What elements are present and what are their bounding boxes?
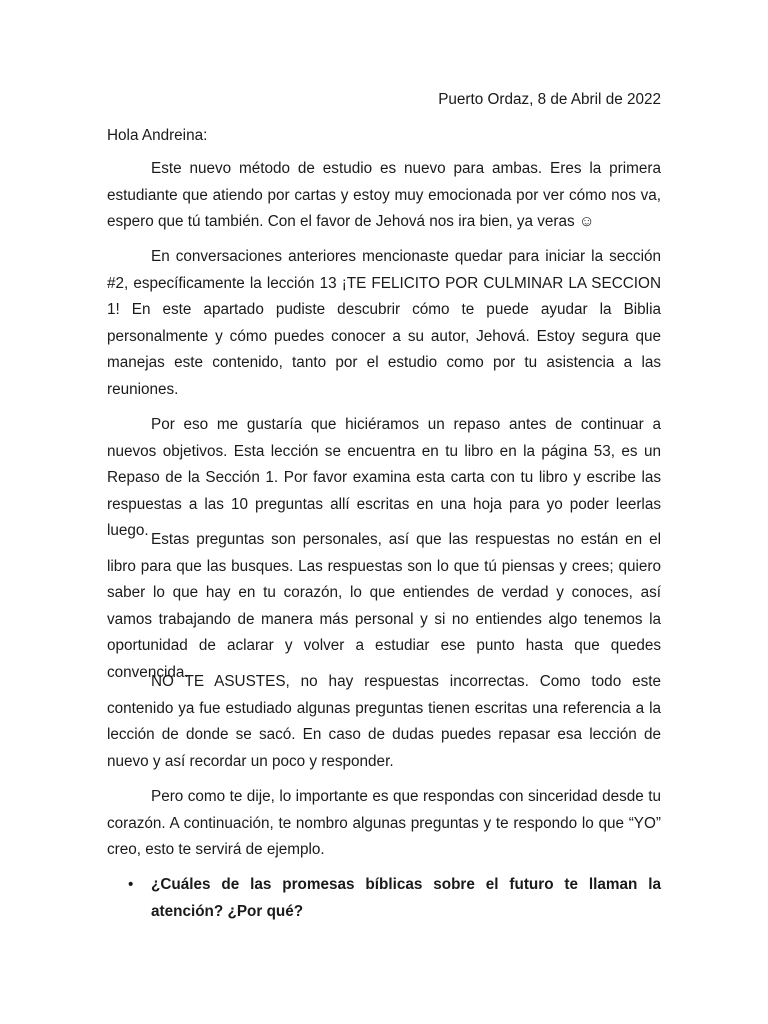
paragraph-intro: Este nuevo método de estudio es nuevo para ambas. Eres la primera estudiante que atiendo por cartas y estoy muy emocionada por ver cómo nos va, espero que tú también. Con el favor de Jehová nos ira bien, ya veras ☺ bbox=[107, 160, 661, 230]
question-item bbox=[107, 872, 661, 925]
paragraph-personal-answers: Estas preguntas son personales, así que las respuestas no están en el libro para que las busques. Las respuestas son lo que tú piensas y crees; quiero saber lo que hay en tu corazón, lo que entiendes de verdad y conoces, así vamos trabajando de manera más personal y si no entiendes algo tenemos la oportunidad de aclarar y volver a estudiar ese punto hasta que quedes convencida. bbox=[107, 531, 661, 681]
question-list bbox=[107, 872, 661, 925]
question-text: ¿Cuáles de las promesas bíblicas sobre el futuro te llaman la atención? ¿Por qué? bbox=[151, 876, 661, 920]
greeting: Hola Andreina: bbox=[107, 127, 208, 144]
paragraph-section-two: En conversaciones anteriores mencionaste quedar para iniciar la sección #2, específicamente la lección 13 ¡TE FELICITO POR CULMINAR LA SECCION 1! En este apartado pudiste descubrir cómo te puede ayudar la Biblia personalmente y cómo puedes conocer a su autor, Jehová. Estoy segura que manejas este contenido, tanto por el estudio como por tu asistencia a las reuniones. bbox=[107, 248, 661, 398]
bullet-icon: • bbox=[128, 876, 134, 893]
date-line: Puerto Ordaz, 8 de Abril de 2022 bbox=[438, 91, 661, 108]
paragraph-no-wrong-answers: NO TE ASUSTES, no hay respuestas incorrectas. Como todo este contenido ya fue estudiado algunas preguntas tienen escritas una referencia a la lección de donde se sacó. En caso de dudas puedes repasar esa lección de nuevo y así recordar un poco y responder. bbox=[107, 673, 661, 770]
paragraph-example: Pero como te dije, lo importante es que respondas con sinceridad desde tu corazón. A continuación, te nombro algunas preguntas y te respondo lo que “YO” creo, esto te servirá de ejemplo. bbox=[107, 788, 661, 858]
paragraph-review: Por eso me gustaría que hiciéramos un repaso antes de continuar a nuevos objetivos. Esta lección se encuentra en tu libro en la página 53, es un Repaso de la Sección 1. Por favor examina esta carta con tu libro y escribe las respuestas a las 10 preguntas allí escritas en una hoja para yo poder leerlas luego. bbox=[107, 416, 661, 539]
